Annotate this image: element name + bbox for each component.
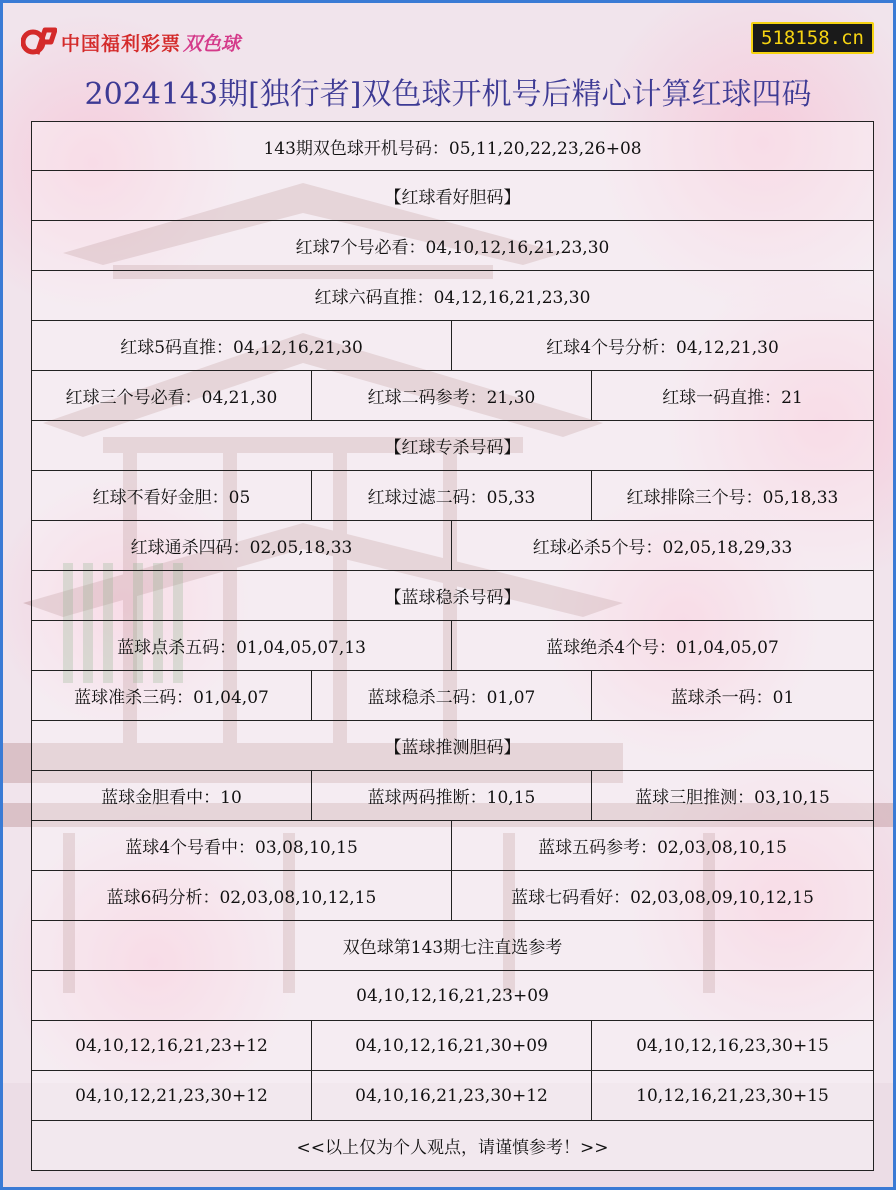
table-row [32,821,874,871]
page-title: 2024143期[独行者]双色球开机号后精心计算红球四码 [84,77,812,112]
table-row [32,1121,874,1171]
table-cell: 蓝球稳杀二码：01,07 [312,671,592,721]
welfare-lottery-logo [21,25,240,59]
table-cell: 红球通杀四码：02,05,18,33 [32,521,452,571]
table-cell: 04,10,12,16,21,30+09 [312,1021,592,1071]
table-cell: 04,10,12,21,23,30+12 [32,1071,312,1121]
table-cell: 04,10,12,16,21,23+12 [32,1021,312,1071]
table-row [32,421,874,471]
table-cell-full: 【蓝球稳杀号码】 [32,571,874,621]
table-row [32,1071,874,1121]
table-row [32,471,874,521]
prediction-table [31,121,874,1171]
table-cell: 蓝球点杀五码：01,04,05,07,13 [32,621,452,671]
table-cell: 蓝球6码分析：02,03,08,10,12,15 [32,871,452,921]
table-cell-full: 双色球第143期七注直选参考 [32,921,874,971]
table-cell: 04,10,16,21,23,30+12 [312,1071,592,1121]
table-cell: 04,10,12,16,23,30+15 [592,1021,874,1071]
table-cell: 蓝球七码看好：02,03,08,09,10,12,15 [452,871,874,921]
table-row [32,371,874,421]
table-row [32,621,874,671]
table-row [32,271,874,321]
table-cell: 红球一码直推：21 [592,371,874,421]
site-badge[interactable]: 518158.cn [751,22,874,54]
table-row [32,571,874,621]
brand-name: 中国福利彩票 [61,32,182,55]
table-cell: 蓝球金胆看中：10 [32,771,312,821]
brand-product: 双色球 [183,32,241,55]
table-cell: 10,12,16,21,23,30+15 [592,1071,874,1121]
table-row [32,921,874,971]
table-row [32,971,874,1021]
table-cell-full: 红球六码直推：04,12,16,21,23,30 [32,271,874,321]
table-cell: 蓝球4个号看中：03,08,10,15 [32,821,452,871]
table-cell-full: <<以上仅为个人观点，请谨慎参考！>> [32,1121,874,1171]
table-row [32,521,874,571]
table-cell: 红球必杀5个号：02,05,18,29,33 [452,521,874,571]
table-row [32,221,874,271]
table-cell: 蓝球三胆推测：03,10,15 [592,771,874,821]
table-cell: 蓝球准杀三码：01,04,07 [32,671,312,721]
table-cell-full: 【红球专杀号码】 [32,421,874,471]
table-cell: 蓝球五码参考：02,03,08,10,15 [452,821,874,871]
table-cell-full: 【蓝球推测胆码】 [32,721,874,771]
table-row [32,1021,874,1071]
table-row [32,771,874,821]
table-cell: 蓝球两码推断：10,15 [312,771,592,821]
table-row [32,321,874,371]
table-row [32,171,874,221]
table-row [32,871,874,921]
table-row [32,122,874,171]
table-row [32,721,874,771]
table-cell: 红球4个号分析：04,12,21,30 [452,321,874,371]
table-cell: 红球排除三个号：05,18,33 [592,471,874,521]
table-cell: 红球过滤二码：05,33 [312,471,592,521]
table-row [32,671,874,721]
table-cell-full: 143期双色球开机号码：05,11,20,22,23,26+08 [32,122,874,171]
lottery-logo-icon [21,26,57,58]
table-cell-full: 【红球看好胆码】 [32,171,874,221]
table-cell-full: 04,10,12,16,21,23+09 [32,971,874,1021]
table-cell-full: 红球7个号必看：04,10,12,16,21,23,30 [32,221,874,271]
table-cell: 红球二码参考：21,30 [312,371,592,421]
table-cell: 蓝球绝杀4个号：01,04,05,07 [452,621,874,671]
table-cell: 红球三个号必看：04,21,30 [32,371,312,421]
table-cell: 红球5码直推：04,12,16,21,30 [32,321,452,371]
table-cell: 红球不看好金胆：05 [32,471,312,521]
table-cell: 蓝球杀一码：01 [592,671,874,721]
